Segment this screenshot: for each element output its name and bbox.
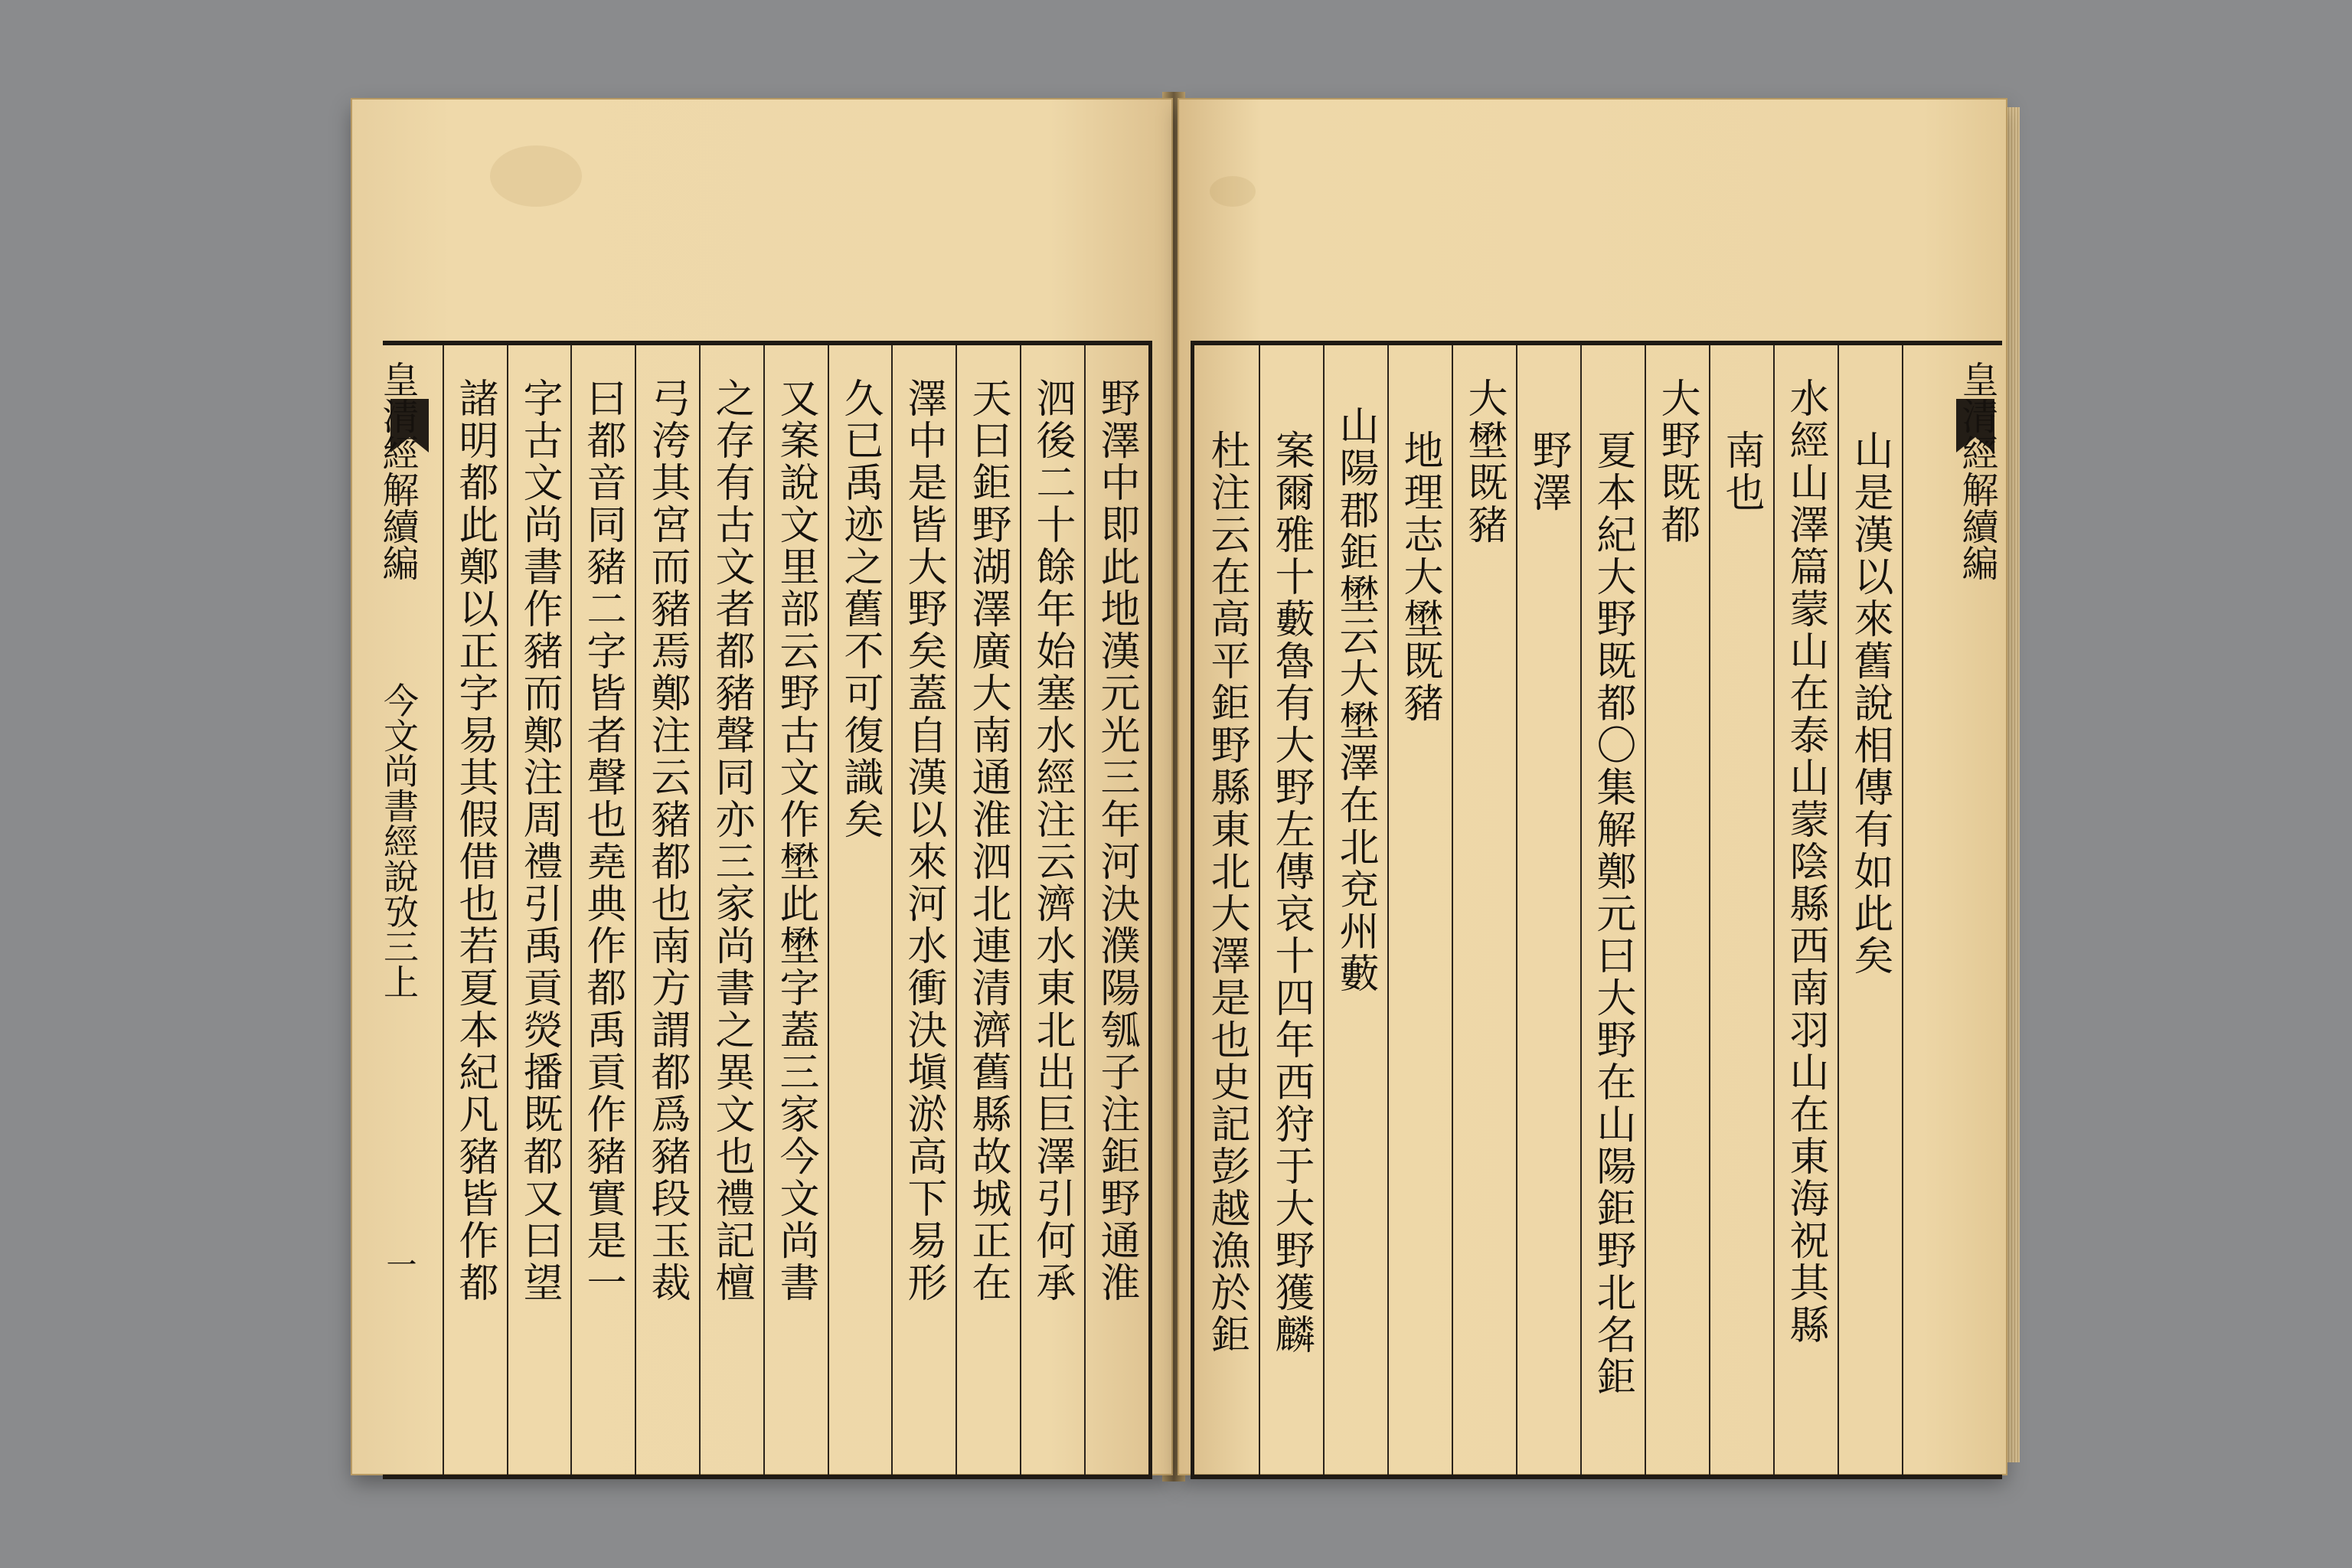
text-column: 澤中是皆大野矣蓋自漢以來河水衝決塡淤高下易形 — [900, 377, 946, 1304]
text-column: 曰都音同豬二字皆者聲也堯典作都禹貢作豬實是一 — [580, 377, 626, 1304]
text-column: 大壄既豬 — [1461, 377, 1507, 546]
text-column: 久已禹迹之舊不可復識矣 — [837, 377, 883, 841]
text-column: 山是漢以來舊說相傳有如此矣 — [1847, 430, 1893, 977]
paper-stain — [1210, 176, 1256, 207]
text-column: 大野既都 — [1654, 377, 1700, 546]
banner-folio: 一 — [381, 1249, 416, 1279]
text-column: 山陽郡鉅壄云大壄澤在北兗州藪 — [1332, 405, 1378, 995]
text-column: 杜注云在高平鉅野縣東北大澤是也史記彭越漁於鉅 — [1204, 430, 1250, 1356]
paper-stain — [490, 145, 582, 207]
left-text-frame — [376, 341, 1152, 1479]
text-column: 地理志大壄既豬 — [1396, 430, 1442, 724]
text-column: 案爾雅十藪魯有大野左傳哀十四年西狩于大野獲麟 — [1268, 430, 1314, 1356]
text-column: 弓洿其宮而豬焉鄭注云豬都也南方謂都爲豬段玉裁 — [644, 377, 690, 1304]
left-page — [352, 100, 1171, 1474]
text-column: 諸明都此鄭以正字易其假借也若夏本紀凡豬皆作都 — [452, 377, 498, 1304]
text-column: 南也 — [1718, 430, 1764, 514]
right-text-frame — [1191, 341, 2002, 1479]
text-column: 水經山澤篇蒙山在泰山蒙陰縣西南羽山在東海祝其縣 — [1782, 377, 1828, 1346]
text-column: 野澤 — [1525, 430, 1571, 514]
text-column: 又案說文里部云野古文作壄此壄字蓋三家今文尚書 — [773, 377, 818, 1304]
text-column: 字古文尚書作豬而鄭注周禮引禹貢熒播既都又曰望 — [516, 377, 562, 1304]
text-column: 夏本紀大野既都〇集解鄭元曰大野在山陽鉅野北名鉅 — [1589, 430, 1635, 1398]
text-column: 野澤中即此地漢元光三年河決濮陽瓠子注鉅野通淮 — [1093, 377, 1139, 1304]
banner-title: 皇清經解續編 — [1955, 361, 1998, 581]
banner-title: 皇清經解續編 — [376, 361, 419, 581]
text-column: 泗後二十餘年始塞水經注云濟水東北出巨澤引何承 — [1029, 377, 1075, 1304]
text-column: 之存有古文者都豬聲同亦三家尚書之異文也禮記檀 — [708, 377, 754, 1304]
banner-subtitle: 今文尚書經說攷三上 — [378, 682, 420, 999]
right-page — [1179, 100, 2006, 1474]
text-column: 天曰鉅野湖澤廣大南通淮泗北連清濟舊縣故城正在 — [965, 377, 1011, 1304]
